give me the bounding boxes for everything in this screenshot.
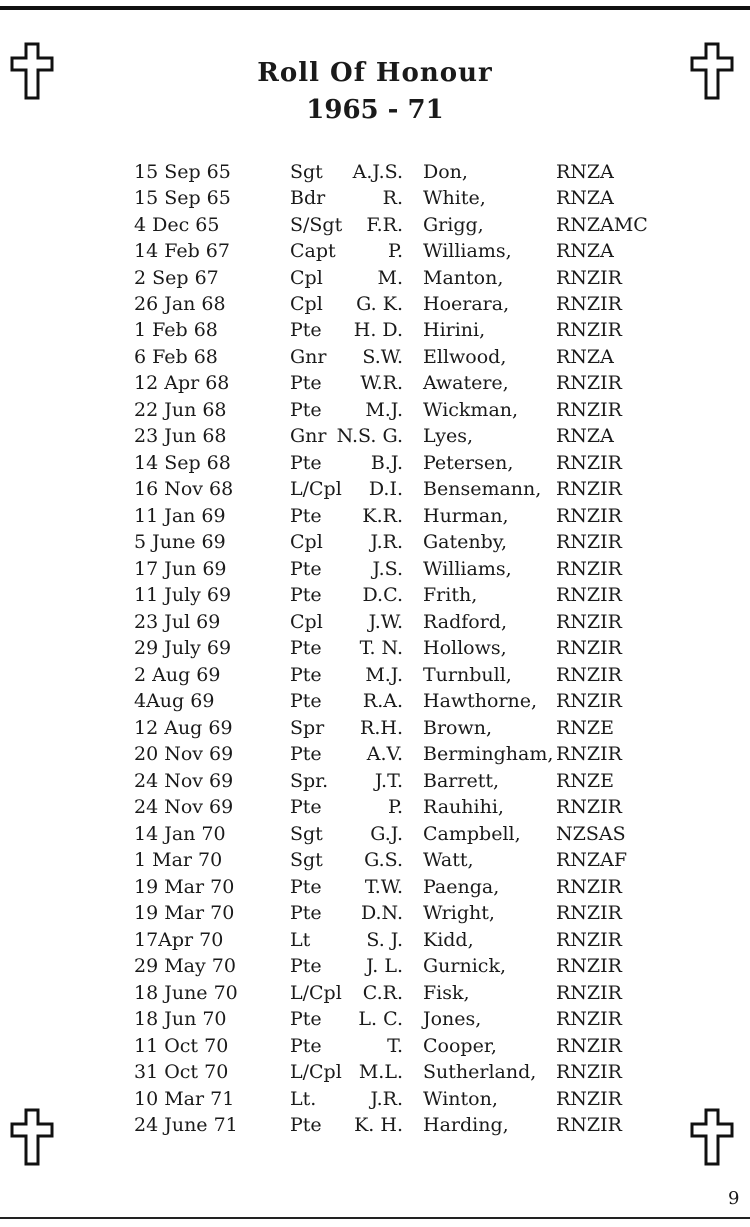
entry-date: 22 Jun 68 xyxy=(134,399,227,421)
entry-date: 12 Aug 69 xyxy=(134,717,233,739)
entry-unit: RNZE xyxy=(556,770,615,792)
roll-entry xyxy=(0,688,750,714)
entry-rank: Spr. xyxy=(290,770,329,792)
entry-initials: G.J. xyxy=(370,823,403,845)
roll-entry xyxy=(0,900,750,926)
entry-surname: Hurman, xyxy=(423,505,509,527)
entry-surname: Williams, xyxy=(423,558,512,580)
entry-unit: RNZIR xyxy=(556,876,622,898)
entry-initials: J.T. xyxy=(374,770,403,792)
entry-initials: W.R. xyxy=(360,372,403,394)
entry-rank: S/Sgt xyxy=(290,214,343,236)
entry-surname: Kidd, xyxy=(423,929,474,951)
entry-initials: R. xyxy=(382,187,403,209)
roll-entry xyxy=(0,794,750,820)
entry-initials: J.W. xyxy=(368,611,403,633)
entry-date: 18 June 70 xyxy=(134,982,238,1004)
entry-date: 14 Sep 68 xyxy=(134,452,231,474)
entry-surname: Cooper, xyxy=(423,1035,497,1057)
entry-date: 2 Sep 67 xyxy=(134,267,219,289)
entry-unit: RNZA xyxy=(556,187,614,209)
entry-unit: RNZIR xyxy=(556,584,622,606)
entry-rank: Cpl xyxy=(290,267,323,289)
entry-date: 19 Mar 70 xyxy=(134,876,235,898)
roll-entry xyxy=(0,662,750,688)
entry-rank: Pte xyxy=(290,558,322,580)
entry-initials: D.I. xyxy=(368,478,403,500)
roll-entry xyxy=(0,317,750,343)
entry-rank: Pte xyxy=(290,505,322,527)
entry-date: 19 Mar 70 xyxy=(134,902,235,924)
entry-initials: D.N. xyxy=(360,902,403,924)
entry-unit: RNZIR xyxy=(556,637,622,659)
roll-entry xyxy=(0,1059,750,1085)
roll-entry xyxy=(0,291,750,317)
entry-initials: S.W. xyxy=(362,346,403,368)
entry-surname: Watt, xyxy=(423,849,474,871)
entry-unit: NZSAS xyxy=(556,823,626,845)
entry-date: 18 Jun 70 xyxy=(134,1008,227,1030)
entry-initials: J.R. xyxy=(370,531,403,553)
entry-unit: RNZIR xyxy=(556,399,622,421)
entry-unit: RNZIR xyxy=(556,505,622,527)
entry-surname: Grigg, xyxy=(423,214,484,236)
roll-entry xyxy=(0,212,750,238)
entry-rank: Pte xyxy=(290,1008,322,1030)
entry-initials: G. K. xyxy=(356,293,403,315)
entry-date: 24 Nov 69 xyxy=(134,770,234,792)
entry-surname: Hollows, xyxy=(423,637,507,659)
entry-surname: Wickman, xyxy=(423,399,519,421)
entry-rank: Cpl xyxy=(290,611,323,633)
entry-surname: Harding, xyxy=(423,1114,509,1136)
bottom-rule xyxy=(0,1217,750,1219)
entry-unit: RNZIR xyxy=(556,929,622,951)
entry-surname: Jones, xyxy=(423,1008,482,1030)
entry-unit: RNZIR xyxy=(556,372,622,394)
entry-rank: Pte xyxy=(290,584,322,606)
roll-entry xyxy=(0,741,750,767)
entry-unit: RNZIR xyxy=(556,319,622,341)
entry-rank: Pte xyxy=(290,796,322,818)
roll-entry xyxy=(0,397,750,423)
entry-surname: Don, xyxy=(423,161,468,183)
entry-date: 23 Jun 68 xyxy=(134,425,227,447)
entry-rank: L/Cpl xyxy=(290,982,342,1004)
entry-unit: RNZIR xyxy=(556,1008,622,1030)
entry-rank: Pte xyxy=(290,664,322,686)
entry-date: 31 Oct 70 xyxy=(134,1061,229,1083)
entry-unit: RNZIR xyxy=(556,743,622,765)
entry-date: 1 Feb 68 xyxy=(134,319,218,341)
entry-surname: Bermingham, xyxy=(423,743,554,765)
entry-surname: Ellwood, xyxy=(423,346,507,368)
entry-initials: R.A. xyxy=(362,690,403,712)
entry-surname: Bensemann, xyxy=(423,478,542,500)
entry-date: 4Aug 69 xyxy=(134,690,215,712)
entry-rank: Gnr xyxy=(290,425,327,447)
entry-unit: RNZIR xyxy=(556,293,622,315)
entry-rank: Cpl xyxy=(290,293,323,315)
entry-initials: T. xyxy=(387,1035,403,1057)
entry-date: 16 Nov 68 xyxy=(134,478,234,500)
entry-date: 6 Feb 68 xyxy=(134,346,218,368)
entry-rank: Pte xyxy=(290,452,322,474)
page-title: Roll Of Honour xyxy=(257,58,493,88)
roll-entry xyxy=(0,423,750,449)
entry-rank: Bdr xyxy=(290,187,326,209)
entry-rank: Capt xyxy=(290,240,336,262)
entry-rank: L/Cpl xyxy=(290,478,342,500)
entry-surname: Gatenby, xyxy=(423,531,508,553)
entry-initials: N.S. G. xyxy=(336,425,403,447)
entry-rank: Spr xyxy=(290,717,325,739)
entry-unit: RNZIR xyxy=(556,452,622,474)
entry-unit: RNZIR xyxy=(556,531,622,553)
entry-surname: Williams, xyxy=(423,240,512,262)
entry-initials: L. C. xyxy=(358,1008,403,1030)
entry-rank: Pte xyxy=(290,399,322,421)
entry-unit: RNZIR xyxy=(556,664,622,686)
entry-date: 15 Sep 65 xyxy=(134,161,231,183)
entry-initials: B.J. xyxy=(370,452,403,474)
entry-initials: F.R. xyxy=(366,214,403,236)
entry-date: 10 Mar 71 xyxy=(134,1088,235,1110)
entry-rank: Lt xyxy=(290,929,311,951)
entry-rank: Pte xyxy=(290,637,322,659)
entry-initials: M.L. xyxy=(358,1061,403,1083)
entry-unit: RNZIR xyxy=(556,478,622,500)
entry-unit: RNZA xyxy=(556,425,614,447)
entry-surname: Hawthorne, xyxy=(423,690,538,712)
entry-rank: Lt. xyxy=(290,1088,317,1110)
entry-unit: RNZIR xyxy=(556,558,622,580)
entry-rank: Sgt xyxy=(290,849,323,871)
entry-unit: RNZE xyxy=(556,717,615,739)
entry-initials: K. H. xyxy=(354,1114,403,1136)
entry-surname: Frith, xyxy=(423,584,478,606)
entry-unit: RNZIR xyxy=(556,611,622,633)
entry-surname: Barrett, xyxy=(423,770,500,792)
entry-rank: Pte xyxy=(290,1035,322,1057)
entry-unit: RNZIR xyxy=(556,1061,622,1083)
entry-date: 14 Jan 70 xyxy=(134,823,226,845)
entry-initials: G.S. xyxy=(364,849,403,871)
roll-entry xyxy=(0,370,750,396)
entry-initials: K.R. xyxy=(362,505,403,527)
entry-surname: Hoerara, xyxy=(423,293,510,315)
entry-surname: Awatere, xyxy=(423,372,509,394)
roll-entry xyxy=(0,874,750,900)
roll-entry xyxy=(0,159,750,185)
entry-date: 1 Mar 70 xyxy=(134,849,223,871)
entry-surname: Turnbull, xyxy=(423,664,512,686)
roll-entry xyxy=(0,953,750,979)
entry-initials: R.H. xyxy=(360,717,403,739)
entry-rank: Pte xyxy=(290,955,322,977)
page-number: 9 xyxy=(728,1188,740,1209)
roll-entry xyxy=(0,1086,750,1112)
entry-date: 11 Jan 69 xyxy=(134,505,226,527)
entry-unit: RNZIR xyxy=(556,267,622,289)
entry-date: 12 Apr 68 xyxy=(134,372,230,394)
entry-surname: Radford, xyxy=(423,611,507,633)
entry-date: 4 Dec 65 xyxy=(134,214,220,236)
entry-surname: Lyes, xyxy=(423,425,474,447)
entry-surname: Paenga, xyxy=(423,876,500,898)
entry-initials: T. N. xyxy=(359,637,403,659)
roll-entry xyxy=(0,529,750,555)
entry-date: 23 Jul 69 xyxy=(134,611,221,633)
entry-initials: D.C. xyxy=(362,584,403,606)
entry-surname: Gurnick, xyxy=(423,955,507,977)
entry-date: 24 June 71 xyxy=(134,1114,238,1136)
entry-rank: Pte xyxy=(290,319,322,341)
entry-initials: M.J. xyxy=(365,399,403,421)
roll-entry xyxy=(0,635,750,661)
roll-entry xyxy=(0,1006,750,1032)
entry-date: 24 Nov 69 xyxy=(134,796,234,818)
entry-initials: A.J.S. xyxy=(352,161,403,183)
entry-initials: H. D. xyxy=(353,319,403,341)
entry-rank: Gnr xyxy=(290,346,327,368)
entry-unit: RNZIR xyxy=(556,955,622,977)
entry-unit: RNZAF xyxy=(556,849,628,871)
roll-entry xyxy=(0,927,750,953)
entry-rank: Pte xyxy=(290,902,322,924)
entry-date: 2 Aug 69 xyxy=(134,664,221,686)
entry-rank: Pte xyxy=(290,690,322,712)
entry-unit: RNZA xyxy=(556,346,614,368)
roll-entry xyxy=(0,450,750,476)
roll-entry xyxy=(0,503,750,529)
entry-initials: A.V. xyxy=(366,743,403,765)
roll-entry xyxy=(0,609,750,635)
entry-initials: J.S. xyxy=(372,558,403,580)
entry-surname: Brown, xyxy=(423,717,493,739)
roll-entry xyxy=(0,582,750,608)
entry-rank: Pte xyxy=(290,1114,322,1136)
entry-date: 5 June 69 xyxy=(134,531,226,553)
entry-surname: Sutherland, xyxy=(423,1061,537,1083)
entry-initials: M. xyxy=(377,267,403,289)
entry-unit: RNZIR xyxy=(556,796,622,818)
entry-unit: RNZIR xyxy=(556,1088,622,1110)
entry-rank: Sgt xyxy=(290,161,323,183)
entry-unit: RNZA xyxy=(556,161,614,183)
entry-initials: J.R. xyxy=(370,1088,403,1110)
entry-surname: Campbell, xyxy=(423,823,521,845)
roll-entry xyxy=(0,821,750,847)
entry-date: 11 July 69 xyxy=(134,584,232,606)
entry-rank: Pte xyxy=(290,743,322,765)
entry-unit: RNZIR xyxy=(556,1114,622,1136)
entry-initials: S. J. xyxy=(366,929,403,951)
entry-date: 26 Jan 68 xyxy=(134,293,226,315)
roll-entry xyxy=(0,715,750,741)
entry-surname: Hirini, xyxy=(423,319,486,341)
roll-entry xyxy=(0,265,750,291)
entry-date: 14 Feb 67 xyxy=(134,240,230,262)
entry-surname: White, xyxy=(423,187,486,209)
entry-date: 29 May 70 xyxy=(134,955,236,977)
entry-rank: Cpl xyxy=(290,531,323,553)
entry-rank: L/Cpl xyxy=(290,1061,342,1083)
entry-surname: Fisk, xyxy=(423,982,470,1004)
entry-initials: J. L. xyxy=(366,955,403,977)
entry-unit: RNZIR xyxy=(556,1035,622,1057)
roll-entry xyxy=(0,1033,750,1059)
roll-entry xyxy=(0,556,750,582)
entry-initials: P. xyxy=(388,796,403,818)
roll-entry xyxy=(0,1112,750,1138)
entry-date: 15 Sep 65 xyxy=(134,187,231,209)
entry-unit: RNZIR xyxy=(556,902,622,924)
entry-unit: RNZA xyxy=(556,240,614,262)
entry-surname: Rauhihi, xyxy=(423,796,504,818)
entry-date: 17 Jun 69 xyxy=(134,558,227,580)
entry-date: 20 Nov 69 xyxy=(134,743,234,765)
entry-surname: Wright, xyxy=(423,902,495,924)
roll-entry xyxy=(0,768,750,794)
top-rule xyxy=(0,6,750,10)
entry-unit: RNZAMC xyxy=(556,214,648,236)
entry-rank: Sgt xyxy=(290,823,323,845)
entry-initials: C.R. xyxy=(362,982,403,1004)
roll-entry xyxy=(0,344,750,370)
roll-entry xyxy=(0,185,750,211)
entry-surname: Manton, xyxy=(423,267,504,289)
entry-date: 17Apr 70 xyxy=(134,929,224,951)
page-subtitle-years: 1965 - 71 xyxy=(306,95,444,125)
roll-entry xyxy=(0,847,750,873)
entry-initials: P. xyxy=(388,240,403,262)
entry-unit: RNZIR xyxy=(556,690,622,712)
entry-rank: Pte xyxy=(290,876,322,898)
roll-entry xyxy=(0,980,750,1006)
entry-surname: Winton, xyxy=(423,1088,498,1110)
entry-initials: M.J. xyxy=(365,664,403,686)
entry-initials: T.W. xyxy=(364,876,403,898)
entry-surname: Petersen, xyxy=(423,452,514,474)
entry-date: 11 Oct 70 xyxy=(134,1035,229,1057)
roll-entry xyxy=(0,238,750,264)
entry-rank: Pte xyxy=(290,372,322,394)
entry-unit: RNZIR xyxy=(556,982,622,1004)
entry-date: 29 July 69 xyxy=(134,637,232,659)
roll-entry xyxy=(0,476,750,502)
